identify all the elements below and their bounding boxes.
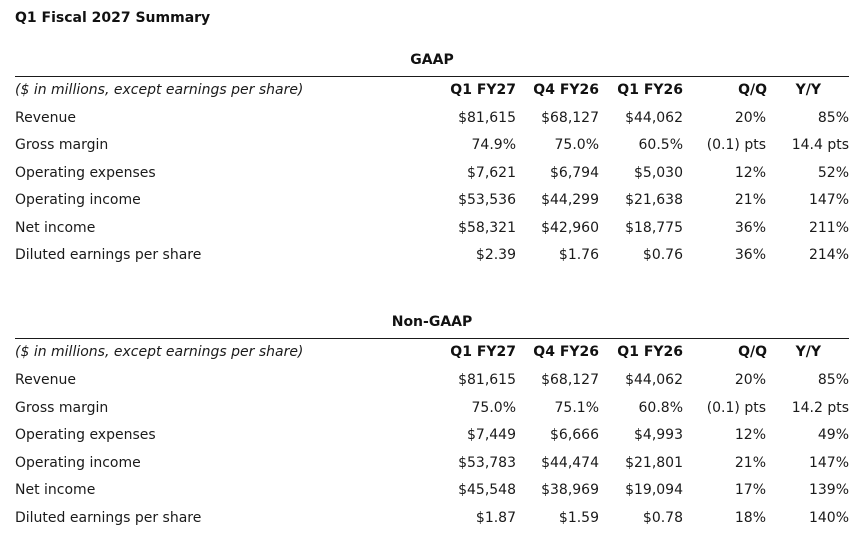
- nongaap-header-row: [15, 342, 849, 362]
- gaap-row-operating-income: [15, 190, 849, 210]
- cell-q1fy27: $45,548: [458, 482, 516, 498]
- cell-yy: 147%: [808, 455, 849, 471]
- nongaap-section-title: Non-GAAP: [391, 314, 473, 330]
- nongaap-row-diluted-eps: [15, 508, 849, 528]
- gaap-row-revenue: [15, 108, 849, 128]
- nongaap-units-note: ($ in millions, except earnings per share): [15, 344, 304, 360]
- nongaap-col-q1fy27: Q1 FY27: [450, 344, 516, 360]
- cell-q4fy26: $6,666: [550, 427, 599, 443]
- cell-qq: 21%: [734, 192, 766, 208]
- cell-q1fy26: $5,030: [634, 165, 683, 181]
- gaap-row-gross-margin: [15, 135, 849, 155]
- cell-q1fy27: 75.0%: [471, 400, 516, 416]
- gaap-col-q1fy26: Q1 FY26: [617, 82, 683, 98]
- row-label: Net income: [15, 482, 96, 498]
- gaap-col-yy: Y/Y: [795, 82, 821, 98]
- cell-q1fy26: $21,801: [625, 455, 683, 471]
- cell-yy: 147%: [808, 192, 849, 208]
- cell-q4fy26: $68,127: [541, 110, 599, 126]
- nongaap-col-q1fy26: Q1 FY26: [617, 344, 683, 360]
- cell-q1fy27: $7,449: [467, 427, 516, 443]
- cell-yy: 214%: [808, 247, 849, 263]
- cell-q1fy27: $2.39: [475, 247, 516, 263]
- cell-q1fy27: $81,615: [458, 110, 516, 126]
- cell-qq: 12%: [734, 427, 766, 443]
- cell-yy: 211%: [808, 220, 849, 236]
- gaap-col-qq: Q/Q: [738, 82, 767, 98]
- cell-q1fy27: $81,615: [458, 372, 516, 388]
- cell-q1fy26: $19,094: [625, 482, 683, 498]
- cell-q4fy26: $1.59: [558, 510, 599, 526]
- nongaap-row-operating-income: [15, 453, 849, 473]
- gaap-units-note: ($ in millions, except earnings per share): [15, 82, 304, 98]
- cell-q1fy26: 60.8%: [638, 400, 683, 416]
- row-label: Operating expenses: [15, 165, 156, 181]
- cell-q4fy26: $68,127: [541, 372, 599, 388]
- gaap-section-title: GAAP: [410, 52, 454, 68]
- row-label: Revenue: [15, 110, 76, 126]
- gaap-row-diluted-eps: [15, 245, 849, 265]
- nongaap-header-rule: [15, 338, 849, 339]
- cell-q1fy27: 74.9%: [471, 137, 516, 153]
- row-label: Operating income: [15, 455, 141, 471]
- cell-yy: 85%: [817, 372, 849, 388]
- cell-q1fy27: $58,321: [458, 220, 516, 236]
- row-label: Revenue: [15, 372, 76, 388]
- nongaap-row-net-income: [15, 480, 849, 500]
- cell-q4fy26: 75.1%: [554, 400, 599, 416]
- gaap-col-q4fy26: Q4 FY26: [533, 82, 599, 98]
- page-title: Q1 Fiscal 2027 Summary: [15, 10, 211, 26]
- row-label: Operating income: [15, 192, 141, 208]
- gaap-header-row: [15, 80, 849, 100]
- cell-qq: 20%: [734, 372, 766, 388]
- gaap-header-rule: [15, 76, 849, 77]
- cell-qq: 20%: [734, 110, 766, 126]
- cell-qq: 21%: [734, 455, 766, 471]
- cell-q1fy26: $0.76: [642, 247, 683, 263]
- cell-q1fy26: $18,775: [625, 220, 683, 236]
- cell-q4fy26: $6,794: [550, 165, 599, 181]
- row-label: Gross margin: [15, 400, 109, 416]
- cell-qq: 36%: [734, 220, 766, 236]
- gaap-row-operating-expenses: [15, 163, 849, 183]
- row-label: Net income: [15, 220, 96, 236]
- cell-yy: 140%: [808, 510, 849, 526]
- cell-yy: 85%: [817, 110, 849, 126]
- cell-q1fy27: $7,621: [467, 165, 516, 181]
- row-label: Diluted earnings per share: [15, 247, 202, 263]
- cell-yy: 139%: [808, 482, 849, 498]
- cell-q1fy26: $21,638: [625, 192, 683, 208]
- cell-q4fy26: 75.0%: [554, 137, 599, 153]
- cell-yy: 49%: [817, 427, 849, 443]
- cell-q4fy26: $38,969: [541, 482, 599, 498]
- cell-q1fy27: $53,783: [458, 455, 516, 471]
- row-label: Diluted earnings per share: [15, 510, 202, 526]
- cell-q1fy26: $4,993: [634, 427, 683, 443]
- cell-yy: 52%: [817, 165, 849, 181]
- cell-q4fy26: $44,299: [541, 192, 599, 208]
- cell-q1fy26: $0.78: [642, 510, 683, 526]
- cell-q1fy26: $44,062: [625, 110, 683, 126]
- nongaap-col-yy: Y/Y: [795, 344, 821, 360]
- gaap-col-q1fy27: Q1 FY27: [450, 82, 516, 98]
- nongaap-row-revenue: [15, 370, 849, 390]
- cell-q4fy26: $44,474: [541, 455, 599, 471]
- gaap-row-net-income: [15, 218, 849, 238]
- row-label: Gross margin: [15, 137, 109, 153]
- nongaap-col-qq: Q/Q: [738, 344, 767, 360]
- row-label: Operating expenses: [15, 427, 156, 443]
- cell-yy: 14.2 pts: [791, 400, 849, 416]
- nongaap-row-operating-expenses: [15, 425, 849, 445]
- cell-q1fy27: $1.87: [475, 510, 516, 526]
- cell-q1fy26: $44,062: [625, 372, 683, 388]
- cell-q4fy26: $42,960: [541, 220, 599, 236]
- nongaap-col-q4fy26: Q4 FY26: [533, 344, 599, 360]
- cell-q4fy26: $1.76: [558, 247, 599, 263]
- cell-qq: 18%: [734, 510, 766, 526]
- cell-qq: 36%: [734, 247, 766, 263]
- cell-qq: (0.1) pts: [706, 137, 766, 153]
- nongaap-row-gross-margin: [15, 398, 849, 418]
- cell-qq: (0.1) pts: [706, 400, 766, 416]
- cell-yy: 14.4 pts: [791, 137, 849, 153]
- cell-qq: 12%: [734, 165, 766, 181]
- cell-q1fy26: 60.5%: [638, 137, 683, 153]
- cell-q1fy27: $53,536: [458, 192, 516, 208]
- cell-qq: 17%: [734, 482, 766, 498]
